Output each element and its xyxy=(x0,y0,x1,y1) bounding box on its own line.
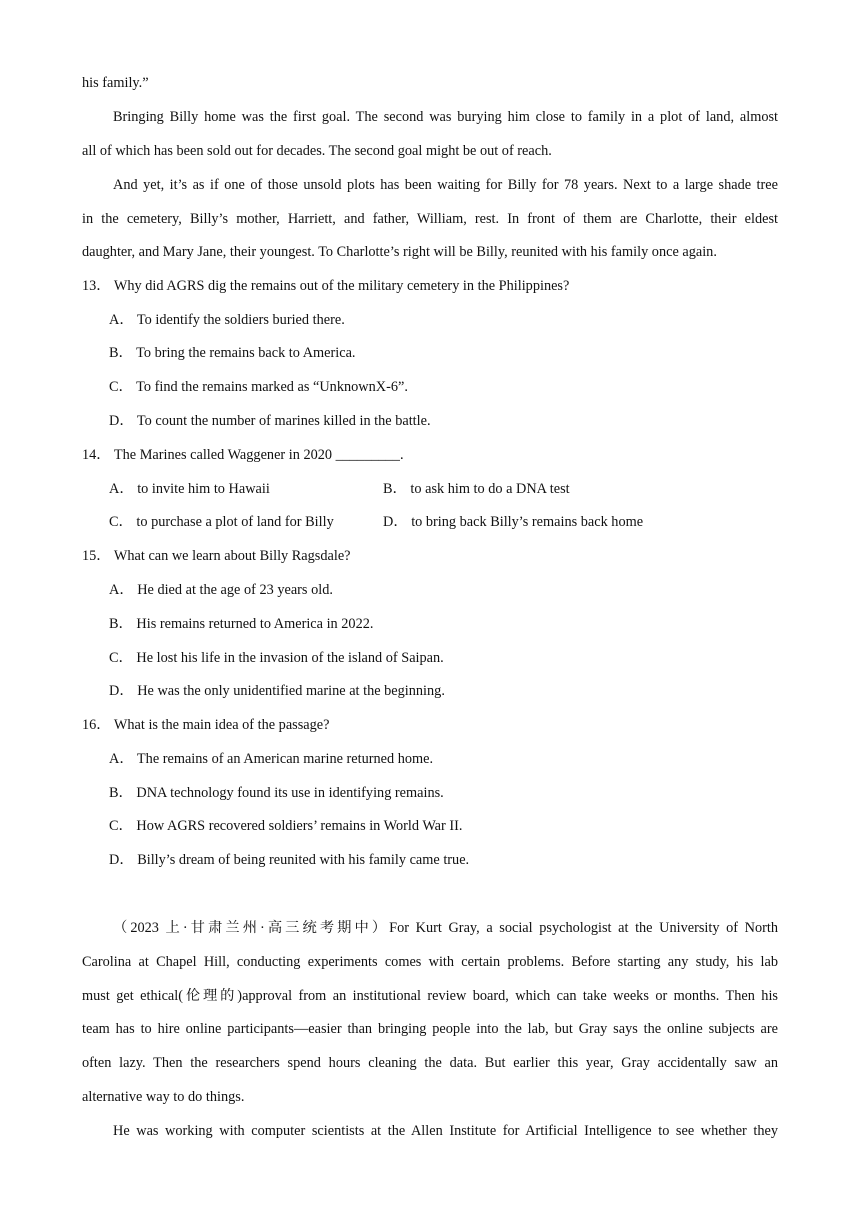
option-a: A． The remains of an American marine returned home. xyxy=(109,751,434,767)
passage-line: his family.” xyxy=(82,75,149,91)
passage-line: often lazy. Then the researchers spend hours cleaning the data. But earlier this year, Gray accidentally saw an xyxy=(82,1055,778,1071)
option-d: D． Billy’s dream of being reunited with his family came true. xyxy=(109,852,470,868)
option-a: A． He died at the age of 23 years old. xyxy=(109,582,333,598)
passage-line: in the cemetery, Billy’s mother, Harriett, and father, William, rest. In front of them are Charlotte, their eldest xyxy=(82,211,778,227)
passage-line: Bringing Billy home was the first goal. The second was burying him close to family in a plot of land, almost xyxy=(113,109,778,125)
option-b: B． to ask him to do a DNA test xyxy=(383,481,570,497)
question-stem: 15． What can we learn about Billy Ragsdale? xyxy=(82,548,351,564)
option-b: B． DNA technology found its use in identifying remains. xyxy=(109,785,444,801)
passage-line: And yet, it’s as if one of those unsold plots has been waiting for Billy for 78 years. Next to a large shade tree xyxy=(113,177,778,193)
passage-line: all of which has been sold out for decades. The second goal might be out of reach. xyxy=(82,143,552,159)
passage-line: team has to hire online participants—easier than bringing people into the lab, but Gray says the online subjects are xyxy=(82,1021,778,1037)
option-b: B． To bring the remains back to America. xyxy=(109,345,356,361)
option-d: D． to bring back Billy’s remains back home xyxy=(383,514,644,530)
option-c: C． to purchase a plot of land for Billy xyxy=(109,514,334,530)
option-c: C． He lost his life in the invasion of the island of Saipan. xyxy=(109,650,444,666)
passage-line: （2023 上·甘肃兰州·高三统考期中）For Kurt Gray, a social psychologist at the University of North xyxy=(113,920,778,936)
option-b: B． His remains returned to America in 2022. xyxy=(109,616,374,632)
passage-line: He was working with computer scientists at the Allen Institute for Artificial Intelligence to see whether they xyxy=(113,1123,778,1139)
question-stem: 16． What is the main idea of the passage? xyxy=(82,717,330,733)
option-a: A． to invite him to Hawaii xyxy=(109,481,270,497)
option-c: C． How AGRS recovered soldiers’ remains in World War II. xyxy=(109,818,463,834)
option-d: D． He was the only unidentified marine at the beginning. xyxy=(109,683,445,699)
option-a: A． To identify the soldiers buried there. xyxy=(109,312,345,328)
option-d: D． To count the number of marines killed in the battle. xyxy=(109,413,431,429)
passage-line: must get ethical(伦理的)approval from an institutional review board, which can take weeks or months. Then his xyxy=(82,988,778,1004)
passage-line: alternative way to do things. xyxy=(82,1089,245,1105)
question-stem: 13． Why did AGRS dig the remains out of the military cemetery in the Philippines? xyxy=(82,278,570,294)
passage-line: daughter, and Mary Jane, their youngest. To Charlotte’s right will be Billy, reunited with his family once again. xyxy=(82,244,717,260)
option-c: C． To find the remains marked as “UnknownX-6”. xyxy=(109,379,408,395)
passage-line: Carolina at Chapel Hill, conducting experiments comes with certain problems. Before starting any study, his lab xyxy=(82,954,778,970)
question-stem: 14． The Marines called Waggener in 2020 _________. xyxy=(82,447,404,463)
